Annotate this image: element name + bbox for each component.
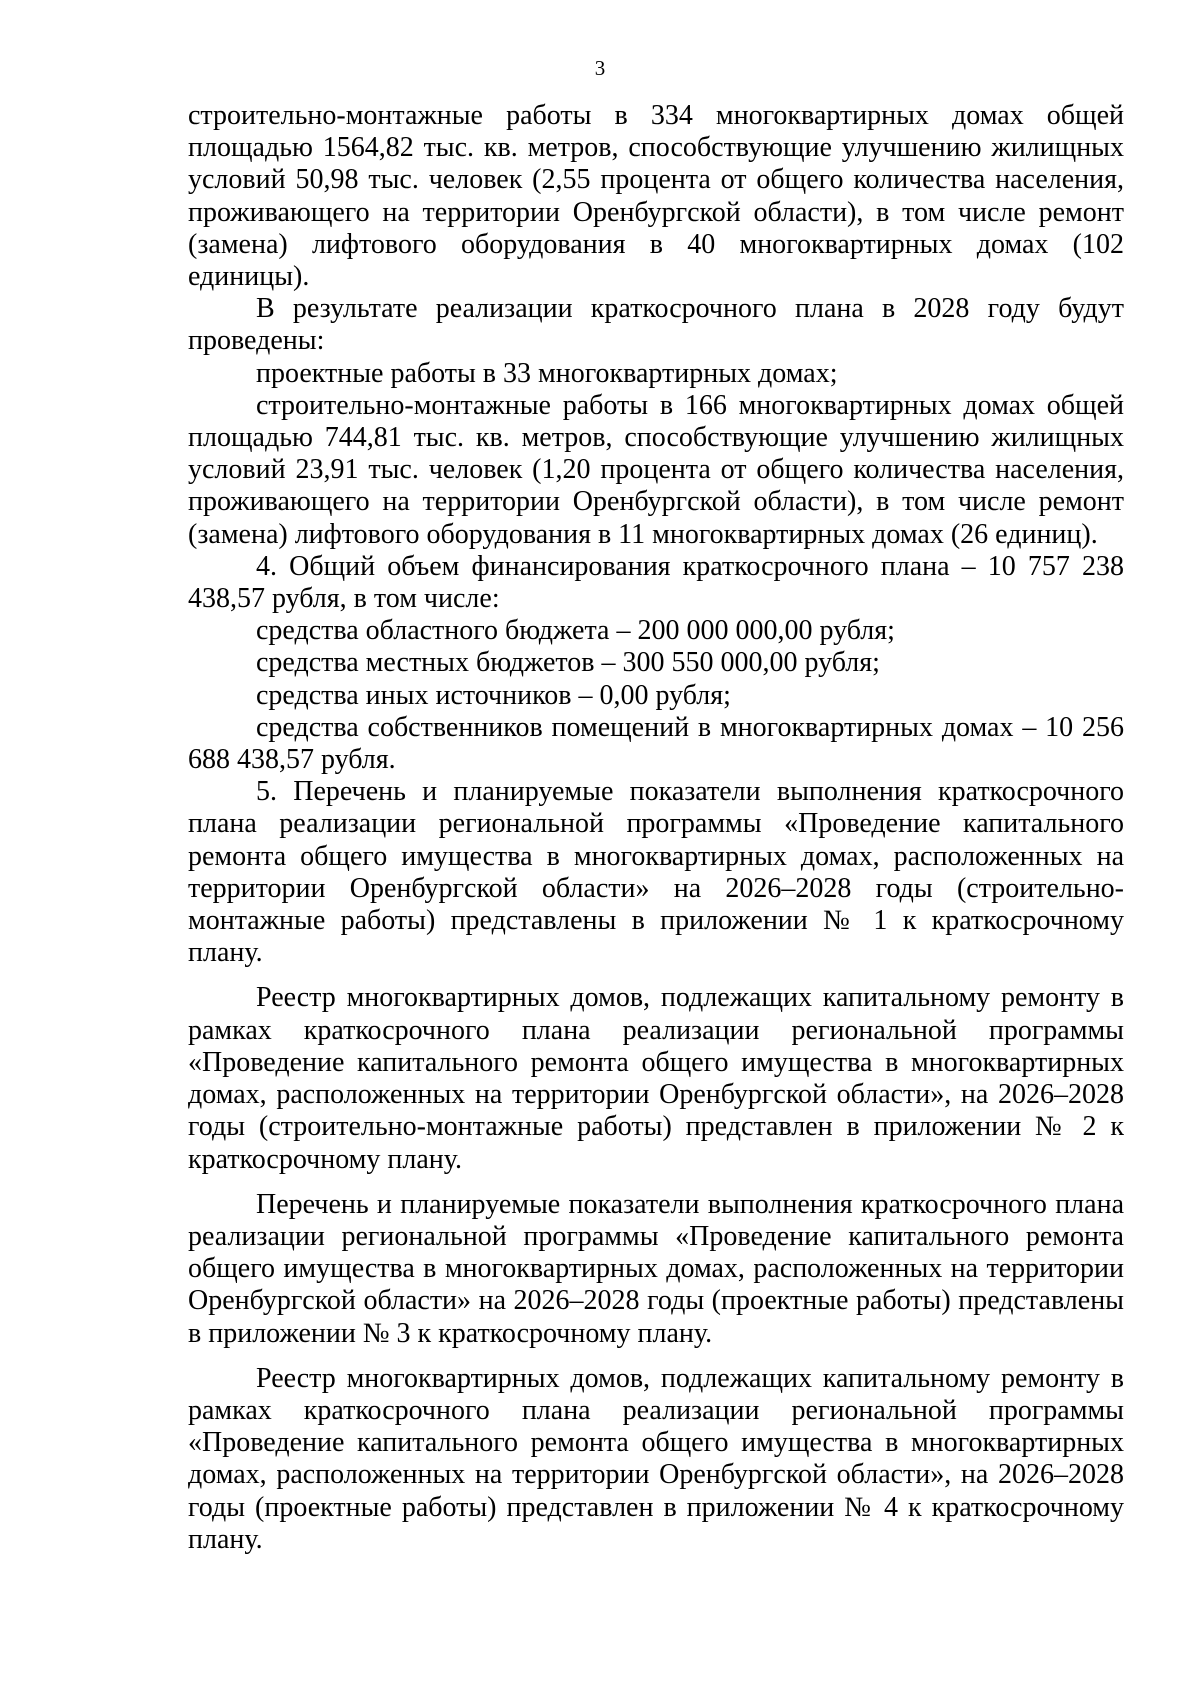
paragraph-appendix-3: Перечень и планируемые показатели выполнения краткосрочного плана реализации региональной программы «Проведение капитального ремонта общего имущества в многоквартирных домах, расположенных на территории Оренбургской области» на 2026–2028 годы (проектные работы) представлены в приложении № 3 к краткосрочному плану.: [188, 1188, 1124, 1349]
paragraph-financing-total: 4. Общий объем финансирования краткосрочного плана – 10 757 238 438,57 рубля, в том числе:: [188, 550, 1124, 615]
document-body: [188, 100, 1124, 1556]
paragraph-appendix-1: 5. Перечень и планируемые показатели выполнения краткосрочного плана реализации региональной программы «Проведение капитального ремонта общего имущества в многоквартирных домах, расположенных на территории Оренбургской области» на 2026–2028 годы (строительно-монтажные работы) представлены в приложении № 1 к краткосрочному плану.: [188, 776, 1124, 969]
paragraph-design-works-2028: проектные работы в 33 многоквартирных домах;: [256, 357, 838, 389]
paragraph-other-sources: средства иных источников – 0,00 рубля;: [256, 679, 731, 711]
page-number: 3: [594, 56, 606, 80]
paragraph-results-2028-intro: В результате реализации краткосрочного плана в 2028 году будут проведены:: [188, 293, 1124, 357]
paragraph-regional-budget: средства областного бюджета – 200 000 000,00 рубля;: [256, 615, 895, 647]
paragraph-construction-works-2027: строительно-монтажные работы в 334 многоквартирных домах общей площадью 1564,82 тыс. кв. метров, способствующие улучшению жилищных условий 50,98 тыс. человек (2,55 процента от общего количества населения, проживающего на территории Оренбургской области), в том числе ремонт (замена) лифтового оборудования в 40 многоквартирных домах (102 единицы).: [188, 100, 1124, 293]
paragraph-construction-works-2028: строительно-монтажные работы в 166 многоквартирных домах общей площадью 744,81 тыс. кв. метров, способствующие улучшению жилищных условий 23,91 тыс. человек (1,20 процента от общего количества населения, проживающего на территории Оренбургской области), в том числе ремонт (замена) лифтового оборудования в 11 многоквартирных домах (26 единиц).: [188, 389, 1124, 550]
paragraph-appendix-2: Реестр многоквартирных домов, подлежащих капитальному ремонту в рамках краткосрочного плана реализации региональной программы «Проведение капитального ремонта общего имущества в многоквартирных домах, расположенных на территории Оренбургской области», на 2026–2028 годы (строительно-монтажные работы) представлен в приложении № 2 к краткосрочному плану.: [188, 982, 1124, 1175]
paragraph-local-budgets: средства местных бюджетов – 300 550 000,00 рубля;: [256, 647, 880, 679]
paragraph-owners-funds: средства собственников помещений в многоквартирных домах – 10 256 688 438,57 рубля.: [188, 711, 1124, 776]
paragraph-appendix-4: Реестр многоквартирных домов, подлежащих капитальному ремонту в рамках краткосрочного плана реализации региональной программы «Проведение капитального ремонта общего имущества в многоквартирных домах, расположенных на территории Оренбургской области», на 2026–2028 годы (проектные работы) представлен в приложении № 4 к краткосрочному плану.: [188, 1362, 1124, 1555]
